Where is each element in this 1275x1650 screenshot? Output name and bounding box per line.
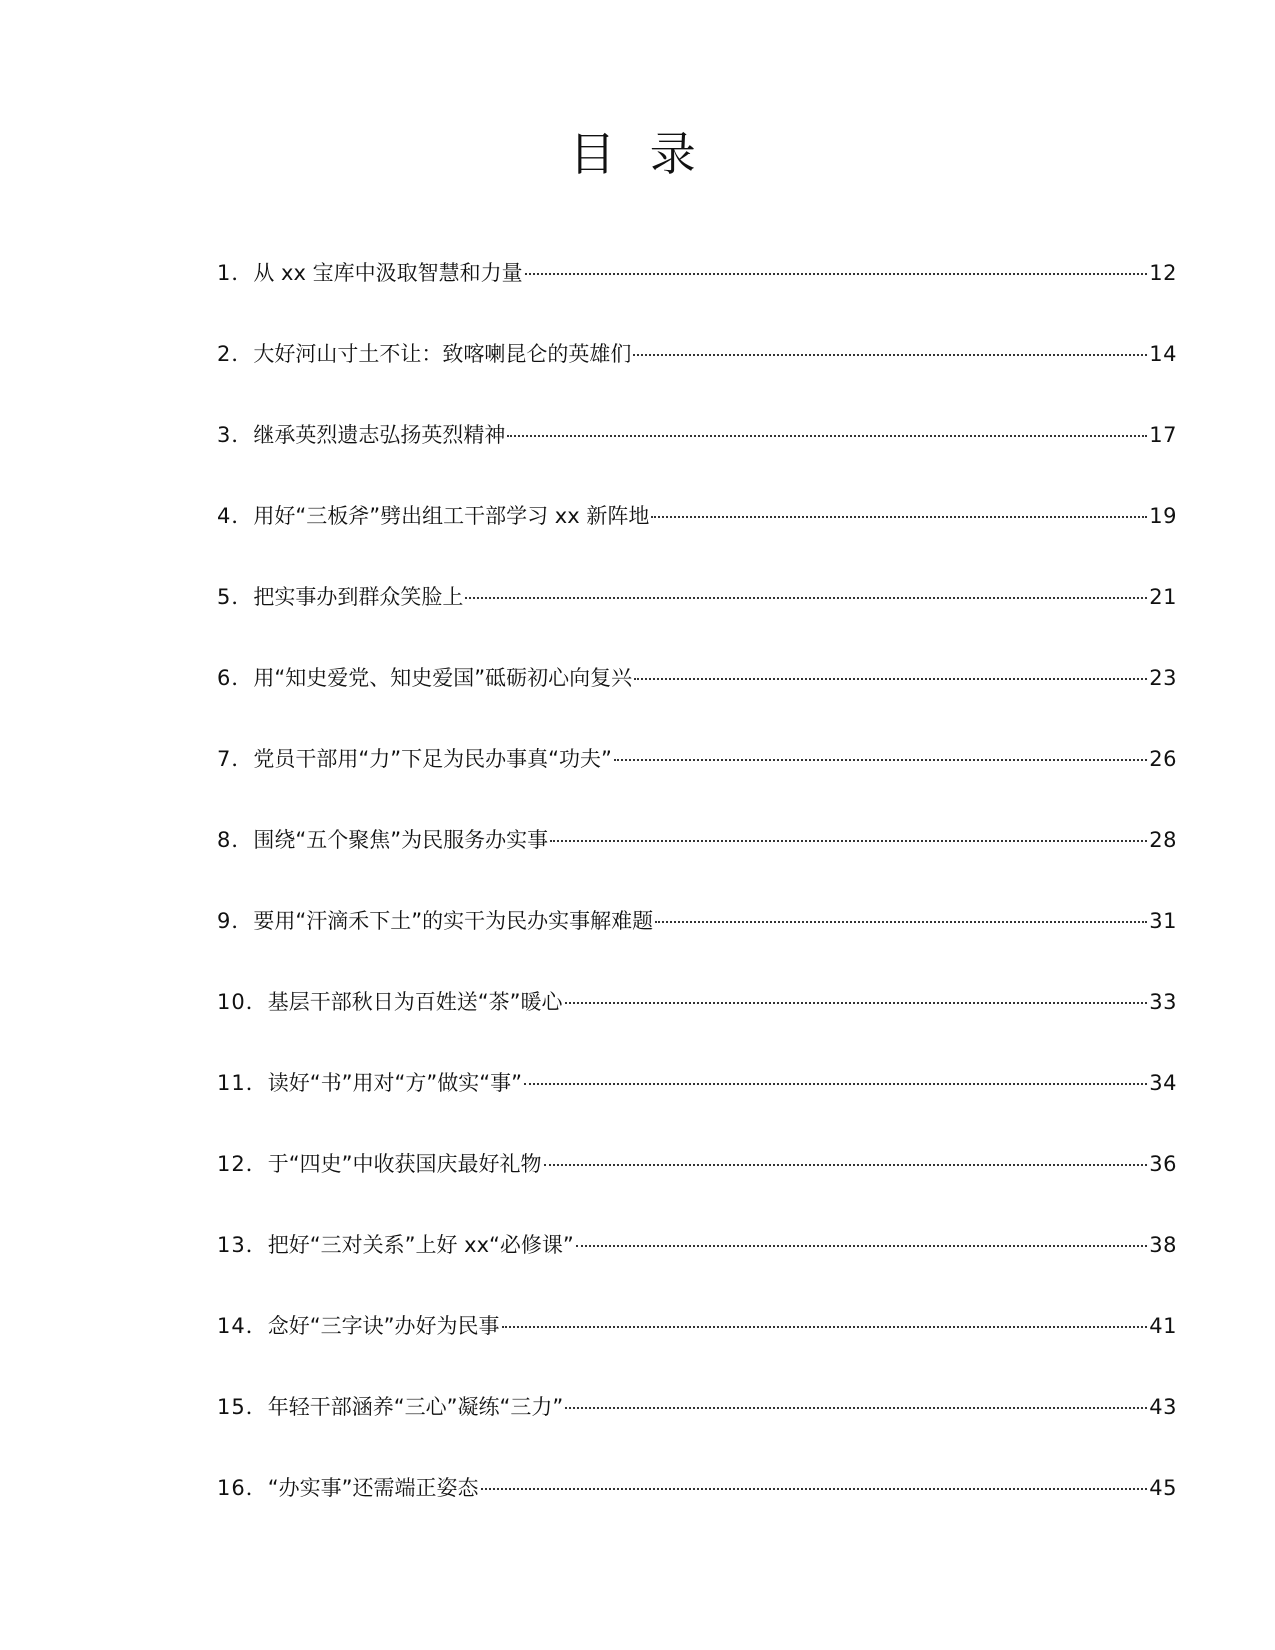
toc-entry-title: 大好河山寸土不让：致喀喇昆仑的英雄们: [253, 342, 632, 366]
toc-entry[interactable]: [217, 1068, 1177, 1149]
toc-entry-title: 用“知史爱党、知史爱国”砥砺初心向复兴: [253, 666, 633, 690]
toc-entry[interactable]: [217, 825, 1177, 906]
toc-entry[interactable]: [217, 744, 1177, 825]
toc-entry[interactable]: [217, 1473, 1177, 1554]
toc-entry-title: 继承英烈遗志弘扬英烈精神: [253, 423, 506, 447]
toc-entry-page: 38: [1149, 1233, 1177, 1257]
toc-dot-leader: [565, 1407, 1147, 1409]
toc-entry-page: 14: [1149, 342, 1177, 366]
toc-entry-page: 19: [1149, 504, 1177, 528]
toc-entry[interactable]: [217, 1392, 1177, 1473]
toc-entry-page: 43: [1149, 1395, 1177, 1419]
toc-entry-title: “办实事”还需端正姿态: [267, 1476, 479, 1500]
toc-entry[interactable]: [217, 1230, 1177, 1311]
toc-entry-number: 8．: [217, 828, 254, 852]
toc-dot-leader: [544, 1164, 1148, 1166]
toc-entry[interactable]: [217, 987, 1177, 1068]
toc-entry[interactable]: [217, 339, 1177, 420]
toc-entry-number: 5．: [217, 585, 254, 609]
toc-entry[interactable]: [217, 582, 1177, 663]
toc-entry-title: 围绕“五个聚焦”为民服务办实事: [253, 828, 549, 852]
toc-entry-page: 34: [1149, 1071, 1177, 1095]
toc-entry-title: 念好“三字诀”办好为民事: [267, 1314, 500, 1338]
toc-entry-title: 读好“书”用对“方”做实“事”: [267, 1071, 523, 1095]
toc-entry-page: 31: [1149, 909, 1177, 933]
toc-entry-title: 年轻干部涵养“三心”凝练“三力”: [267, 1395, 564, 1419]
toc-entry-page: 21: [1149, 585, 1177, 609]
toc-entry[interactable]: [217, 906, 1177, 987]
toc-dot-leader: [465, 597, 1147, 599]
toc-entry[interactable]: [217, 501, 1177, 582]
toc-dot-leader: [614, 759, 1147, 761]
table-of-contents: [217, 258, 1177, 1554]
toc-dot-leader: [633, 354, 1147, 356]
toc-entry[interactable]: [217, 1149, 1177, 1230]
toc-dot-leader: [565, 1002, 1148, 1004]
toc-dot-leader: [651, 516, 1147, 518]
toc-entry-title: 要用“汗滴禾下土”的实干为民办实事解难题: [253, 909, 654, 933]
toc-dot-leader: [576, 1245, 1147, 1247]
toc-entry-number: 16．: [217, 1476, 268, 1500]
toc-entry-page: 23: [1149, 666, 1177, 690]
toc-entry-number: 11．: [217, 1071, 268, 1095]
toc-entry-number: 13．: [217, 1233, 268, 1257]
toc-entry-title: 把好“三对关系”上好 xx“必修课”: [267, 1233, 574, 1257]
toc-entry-page: 12: [1149, 261, 1177, 285]
toc-entry-number: 3．: [217, 423, 254, 447]
toc-entry-number: 14．: [217, 1314, 268, 1338]
toc-entry-page: 28: [1149, 828, 1177, 852]
toc-entry-title: 用好“三板斧”劈出组工干部学习 xx 新阵地: [253, 504, 650, 528]
toc-entry[interactable]: [217, 1311, 1177, 1392]
toc-entry-title: 把实事办到群众笑脸上: [253, 585, 464, 609]
page-title: 目 录: [569, 127, 706, 181]
toc-dot-leader: [634, 678, 1147, 680]
toc-entry-page: 17: [1149, 423, 1177, 447]
toc-entry-number: 4．: [217, 504, 254, 528]
toc-entry-number: 6．: [217, 666, 254, 690]
toc-dot-leader: [525, 273, 1148, 275]
toc-entry-number: 2．: [217, 342, 254, 366]
toc-entry-page: 33: [1149, 990, 1177, 1014]
toc-entry-title: 党员干部用“力”下足为民办事真“功夫”: [253, 747, 612, 771]
toc-entry-page: 41: [1149, 1314, 1177, 1338]
toc-entry[interactable]: [217, 663, 1177, 744]
toc-entry-number: 9．: [217, 909, 254, 933]
toc-entry-number: 10．: [217, 990, 268, 1014]
toc-entry-number: 15．: [217, 1395, 268, 1419]
toc-entry-title: 于“四史”中收获国庆最好礼物: [267, 1152, 542, 1176]
toc-entry-page: 45: [1149, 1476, 1177, 1500]
toc-dot-leader: [655, 921, 1147, 923]
toc-dot-leader: [550, 840, 1147, 842]
toc-entry[interactable]: [217, 258, 1177, 339]
toc-dot-leader: [524, 1083, 1147, 1085]
toc-entry-title: 从 xx 宝库中汲取智慧和力量: [253, 261, 523, 285]
toc-dot-leader: [507, 435, 1147, 437]
toc-entry[interactable]: [217, 420, 1177, 501]
toc-entry-number: 12．: [217, 1152, 268, 1176]
toc-entry-title: 基层干部秋日为百姓送“茶”暖心: [267, 990, 563, 1014]
toc-entry-page: 36: [1149, 1152, 1177, 1176]
toc-entry-number: 7．: [217, 747, 254, 771]
toc-entry-page: 26: [1149, 747, 1177, 771]
toc-dot-leader: [502, 1326, 1148, 1328]
toc-entry-number: 1．: [217, 261, 254, 285]
toc-dot-leader: [481, 1488, 1148, 1490]
